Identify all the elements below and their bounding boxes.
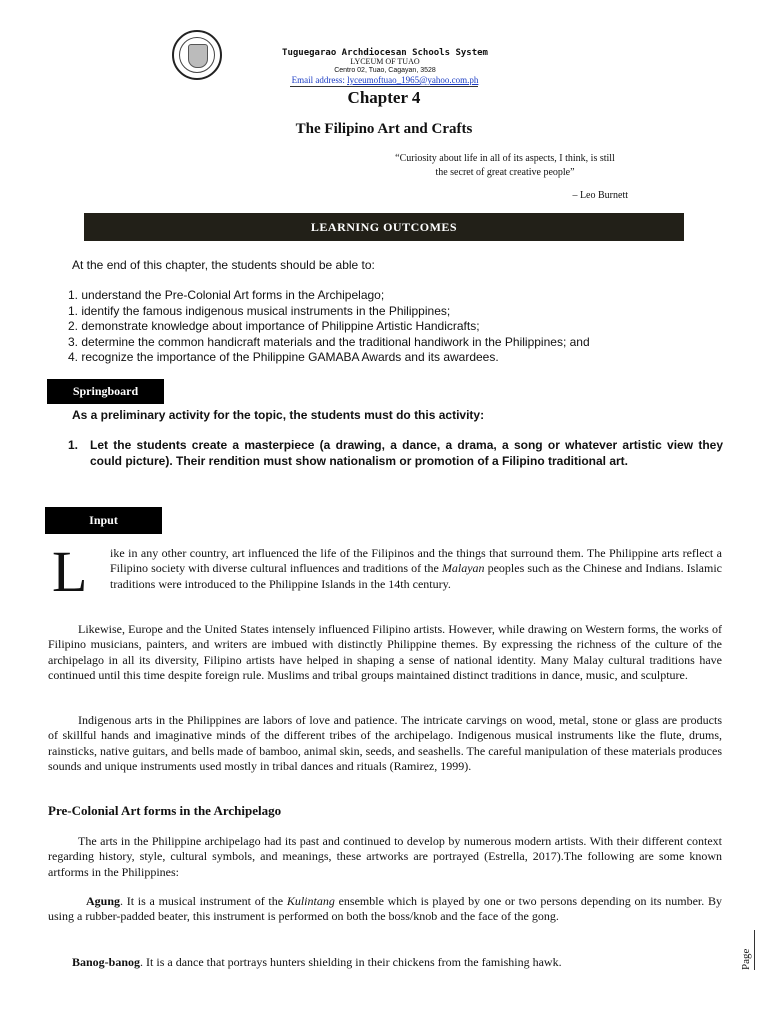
- banog-entry: [48, 955, 722, 970]
- task-number: 1.: [68, 438, 79, 452]
- outcomes-list: [68, 288, 590, 366]
- header-school: LYCEUM OF TUAO: [350, 57, 420, 66]
- page-bracket: [748, 930, 755, 970]
- email-label: Email address:: [291, 75, 345, 85]
- input-label: [45, 507, 162, 534]
- springboard-task: [68, 438, 723, 469]
- paragraph-influences: Likewise, Europe and the United States intensely influenced Filipino artists. However, while drawing on Western forms, the works of Filipino musicians, painters, and writers are imbued with distinctly Philippine themes. By expressing the richness of the culture of the archipelago in all its diversity, Filipino artists have helped in shaping a sense of national identity. Many Malay cultural traditions have continued until this time despite foreign rule. Muslims and tribal groups maintained distinct traditions in dance, music, and sculpture.: [48, 622, 722, 682]
- task-text: Let the students create a masterpiece (a drawing, a dance, a drama, a song or whatever artistic view they could picture). Their rendition must show nationalism or promotion of a Filipino traditional art.: [90, 438, 723, 468]
- epigraph-quote: “Curiosity about life in all of its aspects, I think, is still the secret of great creative people”: [395, 153, 615, 178]
- agung-entry: [48, 894, 722, 925]
- header-email-line: [200, 75, 570, 85]
- header-divider: [290, 86, 478, 87]
- kulintang-term: Kulintang: [286, 894, 335, 908]
- outcome-item: 2. demonstrate knowledge about importance of Philippine Artistic Handicrafts;: [68, 319, 480, 333]
- agung-text-b: ensemble which is played by one or two persons depending on its number. By using a rubber-padded beater, this instrument is performed on both the boss/knob and the face of the gong.: [48, 894, 722, 924]
- chapter-title: The Filipino Art and Crafts: [295, 121, 473, 137]
- email-link[interactable]: lyceumoftuao_1965@yahoo.com.ph: [347, 75, 479, 85]
- input-label-text: Input: [89, 513, 118, 527]
- agung-term: Agung: [86, 894, 121, 908]
- section-heading: Pre-Colonial Art forms in the Archipelago: [48, 803, 282, 818]
- paragraph-intro-text-b: peoples such as the Chinese and Indians. Islamic traditions were introduced to the Philippine Islands in the 14th century.: [110, 561, 722, 591]
- paragraph-intro: [110, 546, 722, 592]
- paragraph-intro-text-a: ike in any other country, art influenced the life of the Filipinos and the things that surround them. The Philippine arts reflect a Filipino society with diverse cultural influences and traditions of the: [110, 546, 722, 576]
- outcome-item: 1. identify the famous indigenous musical instruments in the Philippines;: [68, 303, 451, 318]
- epigraph-author: – Leo Burnett: [572, 190, 628, 201]
- page-label: Page: [740, 948, 752, 970]
- banog-text: . It is a dance that portrays hunters shielding in their chickens from the famishing hawk.: [140, 955, 562, 969]
- outcomes-intro: At the end of this chapter, the students should be able to:: [72, 258, 375, 272]
- springboard-intro: As a preliminary activity for the topic, the students must do this activity:: [72, 408, 485, 422]
- learning-outcomes-banner: [84, 213, 684, 241]
- paragraph-indigenous-arts: Indigenous arts in the Philippines are labors of love and patience. The intricate carvings on wood, metal, stone or glass are products of skillful hands and imaginative minds of the different tribes of the archipelago. Indigenous musical instruments like the flute, drums, rainsticks, native guitars, and bells made of bamboo, animal skin, seeds, and seashells. The careful manipulation of these materials produces sounds and unique instruments used mostly in tribal dances and rituals (Ramirez, 1999).: [48, 713, 722, 773]
- header-org: Tuguegarao Archdiocesan Schools System: [282, 48, 488, 58]
- drop-cap: L: [52, 539, 88, 604]
- paragraph-artforms-intro: The arts in the Philippine archipelago had its past and continued to develop by numerous modern artists. With their different context regarding history, style, cultural symbols, and meanings, these artworks are portrayed (Estrella, 2017).The following are some known artforms in the Philippines:: [48, 834, 722, 879]
- learning-outcomes-heading: LEARNING OUTCOMES: [310, 219, 458, 234]
- outcome-item: 1. understand the Pre-Colonial Art forms in the Archipelago;: [68, 288, 385, 302]
- malayan-term: Malayan: [441, 561, 485, 576]
- chapter-heading: Chapter 4: [347, 88, 421, 107]
- springboard-label-text: Springboard: [72, 384, 139, 398]
- outcome-item: 4. recognize the importance of the Philippine GAMABA Awards and its awardees.: [68, 350, 499, 364]
- agung-text-a: . It is a musical instrument of the: [120, 894, 287, 908]
- banog-term: Banog-banog: [72, 955, 141, 969]
- outcome-item: 3. determine the common handicraft materials and the traditional handiwork in the Philippines; and: [68, 334, 590, 349]
- header-address: Centro 02, Tuao, Cagayan, 3528: [334, 67, 436, 74]
- springboard-label: [47, 379, 164, 404]
